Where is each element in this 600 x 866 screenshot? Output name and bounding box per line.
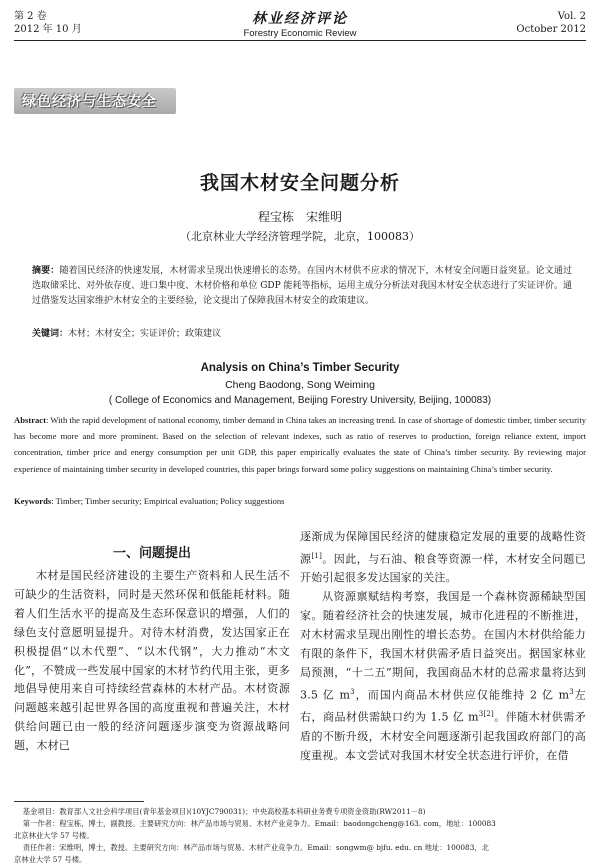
header-volume-cn: 第 2 卷: [14, 11, 47, 22]
unit-superscript: 3: [350, 687, 355, 696]
header-volume-en: Vol. 2: [557, 11, 586, 22]
citation-ref-2: 3[2]: [478, 710, 494, 719]
abstract-cn-text: 随着国民经济的快速发展，木材需求呈现出快速增长的态势。在国内木材供不应求的情况下，木材安全问题日益突显。论文通过选取储采比、对外依存度、进口集中度、木材价格和单位 GDP 能耗等指标，运用主成分分析法对我国木材安全状态进行了实证评价。通过借鉴发达国家维护木材安全的主要经验，论文提出了保障我国木材安全的政策建议。: [32, 266, 572, 306]
footnote-fund: 基金项目：教育部人文社会科学项目(青年基金项目)(10YJC790031)；中央高校基本科研业务费专项资金资助(RW2011－8): [22, 807, 426, 816]
keywords-en-text: : Timber; Timber security; Empirical evaluation; Policy suggestions: [51, 496, 285, 506]
authors-en: Cheng Baodong, Song Weiming: [225, 379, 375, 391]
keywords-en: [14, 494, 586, 508]
abstract-cn: [32, 264, 572, 309]
section1-heading: 一、问题提出: [112, 546, 191, 561]
keywords-en-label: Keywords: [14, 496, 52, 506]
keywords-cn-text: 木材；木材安全；实证评价；政策建议: [68, 329, 222, 339]
body-paragraph: [300, 588, 586, 765]
section-banner: [14, 88, 176, 114]
body-paragraph-continued: [300, 528, 586, 588]
abstract-en-text: : With the rapid development of national economy, timber demand in China takes an increasing trend. In case of shortage of domestic timber, timber security has become more and more prominent. Based on the selection of relevant indexes, such as ratio of reserves to production, foreign reliance extent, import concentration, timber price and energy consumption per unit GDP, this paper empirically evaluates the state of China’s timber security. By reviewing major experience of maintaining timber security in developed countries, this paper brings forward some policy suggestions on maintaining China’s timber security.: [14, 415, 586, 474]
footnote-first-author: 第一作者：程宝栋，博士，副教授。主要研究方向：林产品市场与贸易、木材产业竞争力。Email：baodongcheng@163. com，地址：100083: [22, 819, 496, 828]
footnote-corresponding-author-cont: 京林业大学 57 号楼。: [14, 855, 87, 864]
header-rule: [14, 40, 586, 41]
article-title-cn: 我国木材安全问题分析: [199, 172, 400, 194]
body-column-left: [14, 567, 290, 756]
header-date-cn: 2012 年 10 月: [14, 24, 82, 35]
footnote-corresponding-author: 责任作者：宋维明，博士，教授。主要研究方向：林产品市场与贸易、木材产业竞争力。Email：songwm@ bjfu. edu. cn 地址：100083，北: [22, 843, 489, 852]
keywords-cn-label: 关键词：: [32, 329, 69, 339]
body-column-right: [300, 528, 586, 766]
header-issue: [14, 10, 82, 36]
header-date-en: October 2012: [516, 24, 586, 35]
body-paragraph: 木材是国民经济建设的主要生产资料和人民生活不可缺少的生活资料，同时是天然环保和低能耗材料。随着人们生活水平的提高及生态环保意识的增强，人们的绿色支付意愿明显提升。对待木材消费，发达国家正在积极提倡“以木代塑”、“以木代钢”，大力推动“木文化”，不赞成一些发展中国家的木材节约代用主张，更多地倡导使用来自可持续经营森林的木材产品。木材资源问题越来越引起世界各国的高度重视和普遍关注，木材供给问题已由一般的经济问题逐步演变为资源战略问题，木材已: [14, 569, 290, 753]
journal-title-cn: 林业经济评论: [252, 11, 348, 27]
unit-superscript: 3: [569, 687, 574, 696]
abstract-en-label: Abstract: [14, 415, 46, 425]
body-text: 。伴随木材供需矛盾的不断升级，木材安全问题逐渐引起我国政府部门的高度重视。本文尝试对我国木材安全状态进行评价，在借: [300, 711, 586, 762]
authors-cn: 程宝栋 宋维明: [257, 210, 342, 224]
citation-ref-1: [1]: [311, 551, 322, 560]
section-banner-label: 绿色经济与生态安全: [22, 94, 157, 110]
abstract-en: [14, 412, 586, 477]
affiliation-en: ( College of Economics and Management, Beijing Forestry University, Beijing, 100083): [108, 395, 492, 406]
body-text: ，而国内商品木材供应仅能维持 2 亿 m: [354, 688, 570, 702]
abstract-cn-label: 摘要：: [32, 266, 60, 276]
article-title-en: Analysis on China’s Timber Security: [200, 362, 400, 374]
keywords-cn: [32, 327, 572, 342]
body-text: 左右，商品材供需缺口约为 1.5 亿 m: [300, 688, 586, 725]
footnote-first-author-cont: 北京林业大学 57 号楼。: [14, 831, 94, 840]
body-text: 逐渐成为保障国民经济的健康稳定发展的重要的战略性资源: [300, 530, 586, 566]
header-issue-en: [516, 10, 586, 36]
body-text: 。因此，与石油、粮食等资源一样，木材安全问题已开始引起很多发达国家的关注。: [300, 552, 586, 585]
journal-masthead: [180, 8, 420, 39]
journal-title-en: Forestry Economic Review: [243, 28, 357, 39]
footnote-rule: [14, 801, 144, 802]
body-text: 从资源禀赋结构考察，我国是一个森林资源稀缺型国家。随着经济社会的快速发展，城市化进程的不断推进，对木材需求呈现出刚性的增长态势。在国内木材供给能力有限的条件下，我国木材供需矛盾日益突出。据国家林业局预测，“十二五”期间，我国商品木材的总需求量将达到 3.5 亿 m: [300, 590, 586, 702]
affiliation-cn: （北京林业大学经济管理学院，北京，100083）: [180, 230, 420, 243]
footnotes: [14, 806, 586, 866]
